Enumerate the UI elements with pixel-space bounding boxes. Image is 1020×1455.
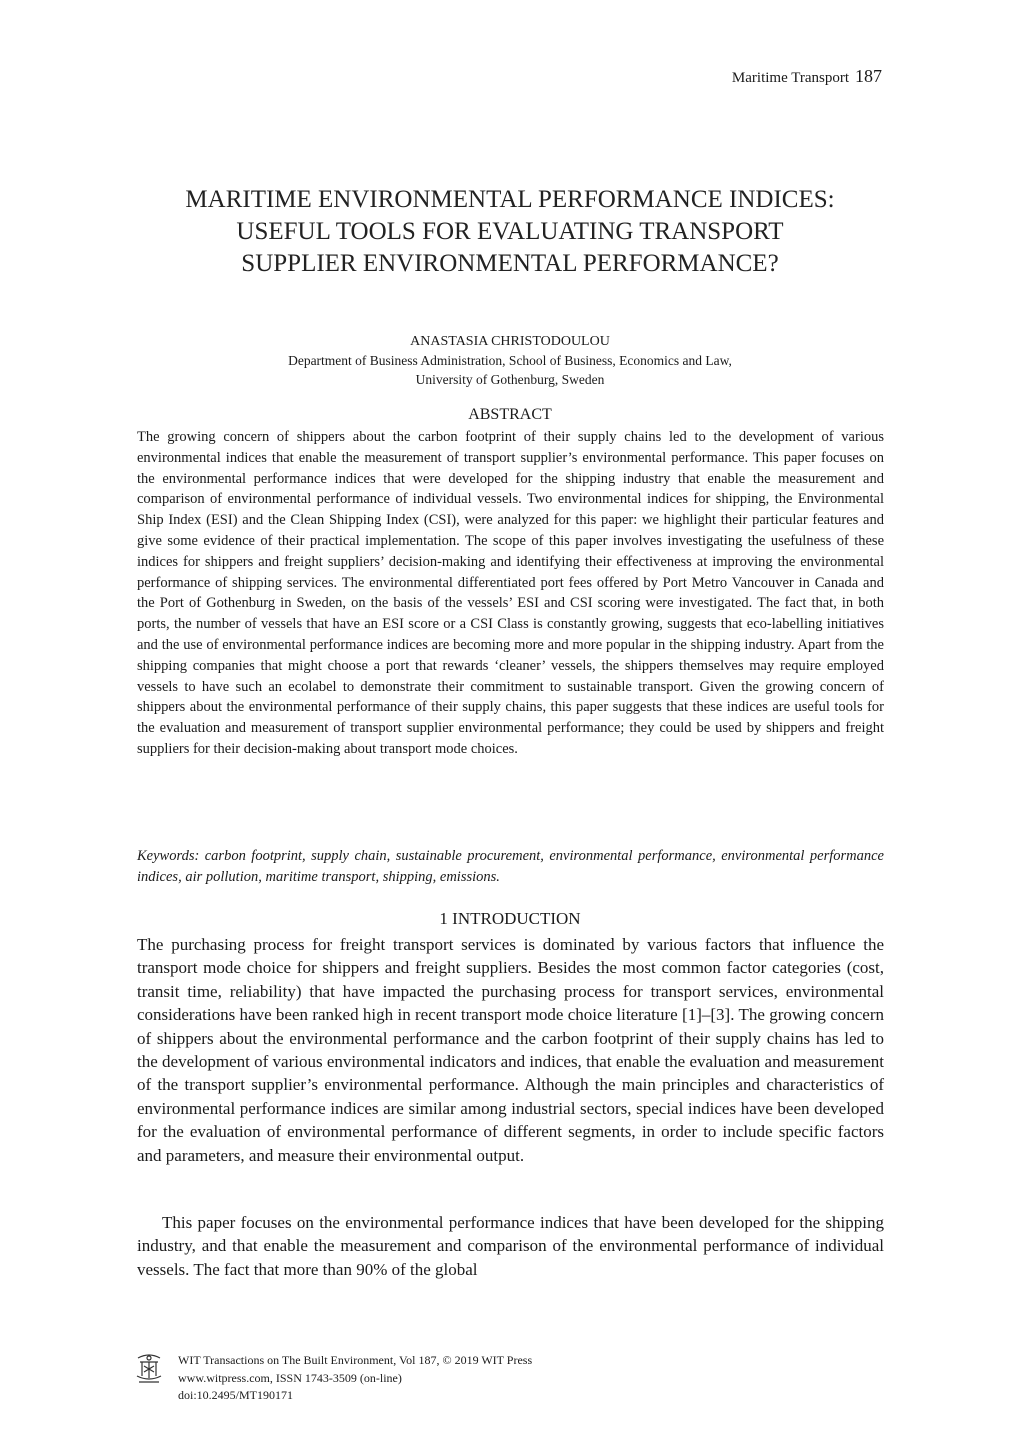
footer-series: WIT Transactions on The Built Environment, Vol 187, © 2019 WIT Press <box>178 1353 533 1367</box>
intro-paragraph-1: The purchasing process for freight transport services is dominated by various factors that influence the transport mode choice for shippers and freight suppliers. Besides the most common factor categories (cost, transit time, reliability) that have impacted the purchasing process for transport services, environmental considerations have been ranked high in recent transport mode choice literature [1]–[3]. The growing concern of shippers about the environmental performance and the carbon footprint of their supply chains has led to the development of various environmental indicators and indices, that enable the evaluation and measurement of the transport supplier’s environmental performance. Although the main principles and characteristics of environmental performance indices are similar among industrial sectors, special indices have been developed for the evaluation of environmental performance of different segments, in order to include specific factors and parameters, and measure their environmental output. <box>137 935 884 1165</box>
author-affiliation-line-1: Department of Business Administration, School of Business, Economics and Law, <box>288 353 732 368</box>
title-line-1: MARITIME ENVIRONMENTAL PERFORMANCE INDICES: <box>185 186 835 213</box>
title-line-2: USEFUL TOOLS FOR EVALUATING TRANSPORT <box>236 218 784 245</box>
author-affiliation-line-2: University of Gothenburg, Sweden <box>415 372 605 387</box>
author-block <box>136 332 884 389</box>
intro-paragraph-2: This paper focuses on the environmental performance indices that have been developed for the shipping industry, and that enable the measurement and comparison of the environmental performance of individual vessels. The fact that more than 90% of the global <box>137 1213 884 1279</box>
footer-text <box>178 1352 678 1405</box>
wit-press-logo-icon <box>134 1352 164 1388</box>
abstract-heading: ABSTRACT <box>468 406 552 423</box>
author-name: ANASTASIA CHRISTODOULOU <box>410 334 610 349</box>
section-heading-introduction: 1 INTRODUCTION <box>439 909 581 928</box>
paper-title <box>136 184 884 280</box>
running-header <box>732 66 882 87</box>
page-number: 187 <box>855 66 882 86</box>
running-title: Maritime Transport <box>731 70 849 86</box>
title-line-3: SUPPLIER ENVIRONMENTAL PERFORMANCE? <box>241 250 779 277</box>
footer-website-link[interactable]: www.witpress.com, ISSN 1743-3509 (on-line) <box>178 1370 402 1385</box>
footer-doi[interactable]: doi:10.2495/MT190171 <box>178 1388 294 1402</box>
keywords: Keywords: carbon footprint, supply chain, sustainable procurement, environmental performance, environmental performance indices, air pollution, maritime transport, shipping, emissions. <box>137 848 884 885</box>
abstract-text: The growing concern of shippers about the carbon footprint of their supply chains led to the development of various environmental indices that enable the measurement of transport supplier’s environmental performance. This paper focuses on the environmental performance indices that were developed for the shipping industry that enable the measurement and comparison of environmental performance of individual vessels. Two environmental indices for shipping, the Environmental Ship Index (ESI) and the Clean Shipping Index (CSI), were analyzed for this paper: we highlight their particular features and give some evidence of their practical implementation. The scope of this paper involves investigating the usefulness of these indices for shippers and freight suppliers’ decision-making and identifying their effectiveness at improving the environmental performance of shipping services. The environmental differentiated port fees offered by Port Metro Vancouver in Canada and the Port of Gothenburg in Sweden, on the basis of the vessels’ ESI and CSI scoring were investigated. The fact that, in both ports, the number of vessels that have an ESI score or a CSI Class is constantly growing, suggests that eco-labelling initiatives and the use of environmental performance indices are becoming more and more popular in the shipping industry. Apart from the shipping companies that might choose a port that rewards ‘cleaner’ vessels, the shippers themselves may require employed vessels to have such an ecolabel to demonstrate their commitment to sustainable transport. Given the growing concern of shippers about the environmental performance of their supply chains, this paper suggests that these indices are useful tools for the evaluation and measurement of transport supplier environmental performance; they could be used by shippers and freight suppliers for their decision-making about transport mode choices. <box>137 429 884 757</box>
